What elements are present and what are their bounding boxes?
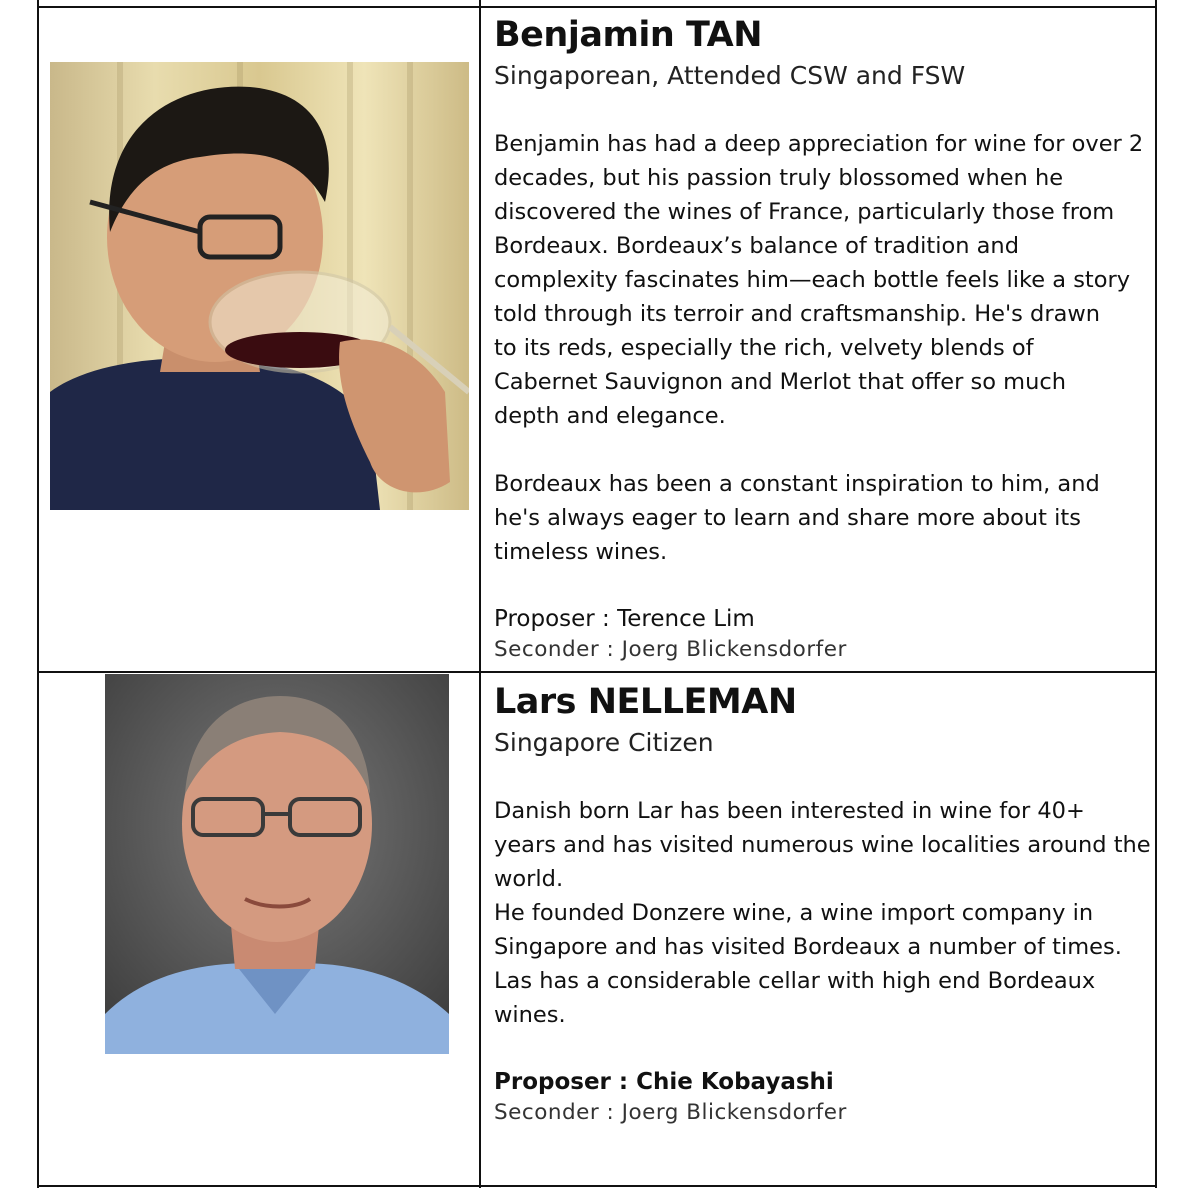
member-bio-paragraph: Danish born Lar has been interested in wine for 40+ years and has visited numerous wine localities around the world. He founded Donzere wine, a wine import company in Singapore and has visited Bordeaux a number of times. Las has a considerable cellar with high end Bordeaux wines. — [494, 798, 1151, 1028]
table-top-border — [37, 6, 1157, 8]
member-subtitle: Singaporean, Attended CSW and FSW — [494, 61, 966, 90]
member-bio-paragraph: Bordeaux has been a constant inspiration to him, and he's always eager to learn and share more about its timeless wines. — [494, 471, 1100, 565]
portrait-image — [105, 674, 449, 1054]
member-name: Benjamin TAN — [494, 15, 763, 55]
member-card-benjamin-tan — [494, 15, 1154, 665]
member-bio-paragraph: Benjamin has had a deep appreciation for wine for over 2 decades, but his passion truly blossomed when he discovered the wines of France, particularly those from Bordeaux. Bordeaux’s balance of tradition and complexity fascinates him—each bottle feels like a story told through its terroir and craftsmanship. He's drawn to its reds, especially the rich, velvety blends of Cabernet Sauvignon and Merlot that offer so much depth and elegance. — [494, 131, 1144, 429]
member-card-lars-nelleman — [494, 682, 1154, 1128]
portrait-image — [50, 62, 469, 510]
seconder-line: Seconder : Joerg Blickensdorfer — [494, 637, 847, 662]
column-divider — [479, 0, 481, 1188]
member-subtitle: Singapore Citizen — [494, 728, 714, 757]
member-photo-benjamin-tan — [50, 62, 469, 510]
table-right-border — [1155, 0, 1157, 1188]
table-bottom-border — [37, 1185, 1157, 1187]
proposer-line: Proposer : Terence Lim — [494, 606, 755, 632]
proposer-line: Proposer : Chie Kobayashi — [494, 1069, 834, 1095]
member-photo-lars-nelleman — [105, 674, 449, 1054]
member-name: Lars NELLEMAN — [494, 682, 797, 722]
row-divider — [37, 671, 1157, 673]
seconder-line: Seconder : Joerg Blickensdorfer — [494, 1100, 847, 1125]
table-left-border — [37, 0, 39, 1188]
